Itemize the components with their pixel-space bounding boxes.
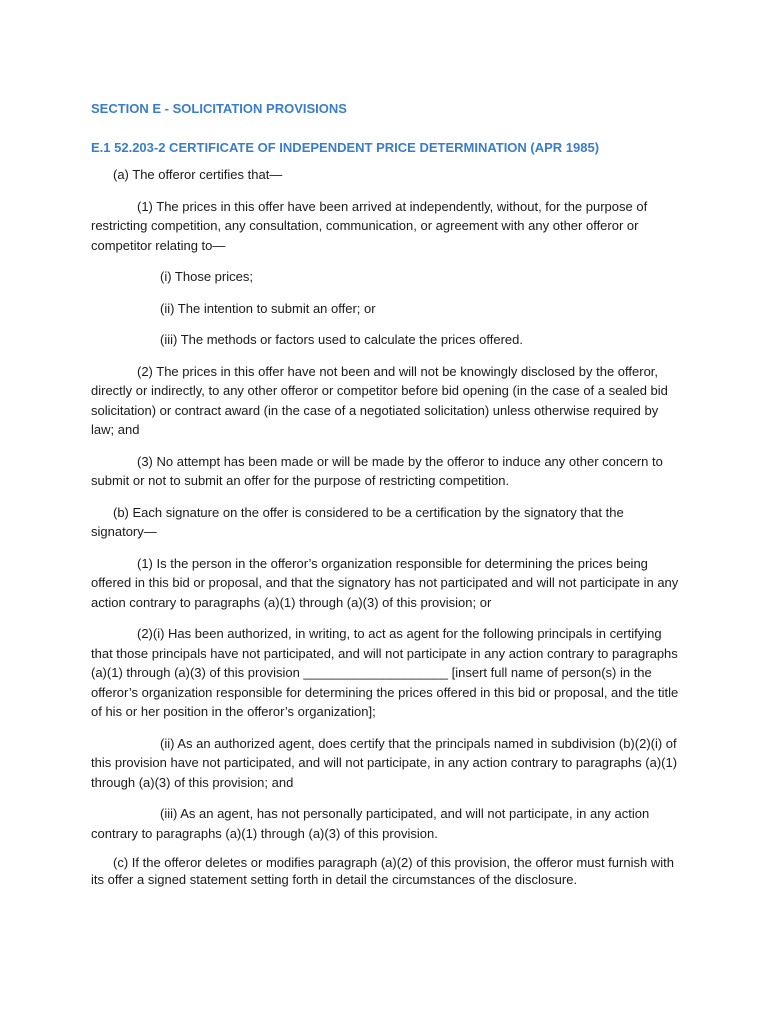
paragraph-b: (b) Each signature on the offer is considered to be a certification by the signatory that the signatory— <box>91 504 624 539</box>
paragraph-b2-i: (2)(i) Has been authorized, in writing, to act as agent for the following principals in certifying that those principals have not participated, and will not participate in any action contrary to paragraphs (a)(1) through (a)(3) of this provision ____________________ [insert full name of person(s) in the offeror’s organization responsible for determining the prices offered in this bid or proposal, and the title of his or her position in the offeror’s organization]; <box>91 626 679 719</box>
paragraph-a1-ii: (ii) The intention to submit an offer; or <box>160 300 376 316</box>
section-heading: SECTION E - SOLICITATION PROVISIONS <box>91 101 347 116</box>
paragraph-a: (a) The offeror certifies that— <box>113 167 283 182</box>
paragraph-a2: (2) The prices in this offer have not been and will not be knowingly disclosed by the offeror, directly or indirectly, to any other offeror or competitor before bid opening (in the case of a sealed bid solicitation) or contract award (in the case of a negotiated solicitation) unless otherwise required by law; and <box>91 363 668 437</box>
paragraph-b2-iii: (iii) As an agent, has not personally participated, and will not participate, in any action contrary to paragraphs (a)(1) through (a)(3) of this provision. <box>91 806 650 841</box>
paragraph-b2-ii: (ii) As an authorized agent, does certify that the principals named in subdivision (b)(2)(i) of this provision have not participated, and will not participate, in any action contrary to paragraphs (a)(1) through (a)(3) of this provision; and <box>91 735 678 790</box>
clause-heading: E.1 52.203-2 CERTIFICATE OF INDEPENDENT PRICE DETERMINATION (APR 1985) <box>91 140 600 155</box>
paragraph-a3: (3) No attempt has been made or will be made by the offeror to induce any other concern to submit or not to submit an offer for the purpose of restricting competition. <box>91 453 663 488</box>
paragraph-a1-i: (i) Those prices; <box>160 269 253 284</box>
paragraph-a1-iii: (iii) The methods or factors used to calculate the prices offered. <box>160 332 523 347</box>
paragraph-b1: (1) Is the person in the offeror’s organization responsible for determining the prices being offered in this bid or proposal, and that the signatory has not participated and will not participate in any action contrary to paragraphs (a)(1) through (a)(3) of this provision; or <box>91 555 679 610</box>
paragraph-c: (c) If the offeror deletes or modifies paragraph (a)(2) of this provision, the offeror must furnish with its offer a signed statement setting forth in detail the circumstances of the disclosure. <box>91 855 674 887</box>
paragraph-a1: (1) The prices in this offer have been arrived at independently, without, for the purpose of restricting competition, any consultation, communication, or agreement with any other offeror or competitor relating to— <box>91 198 648 253</box>
document-page <box>91 100 679 888</box>
